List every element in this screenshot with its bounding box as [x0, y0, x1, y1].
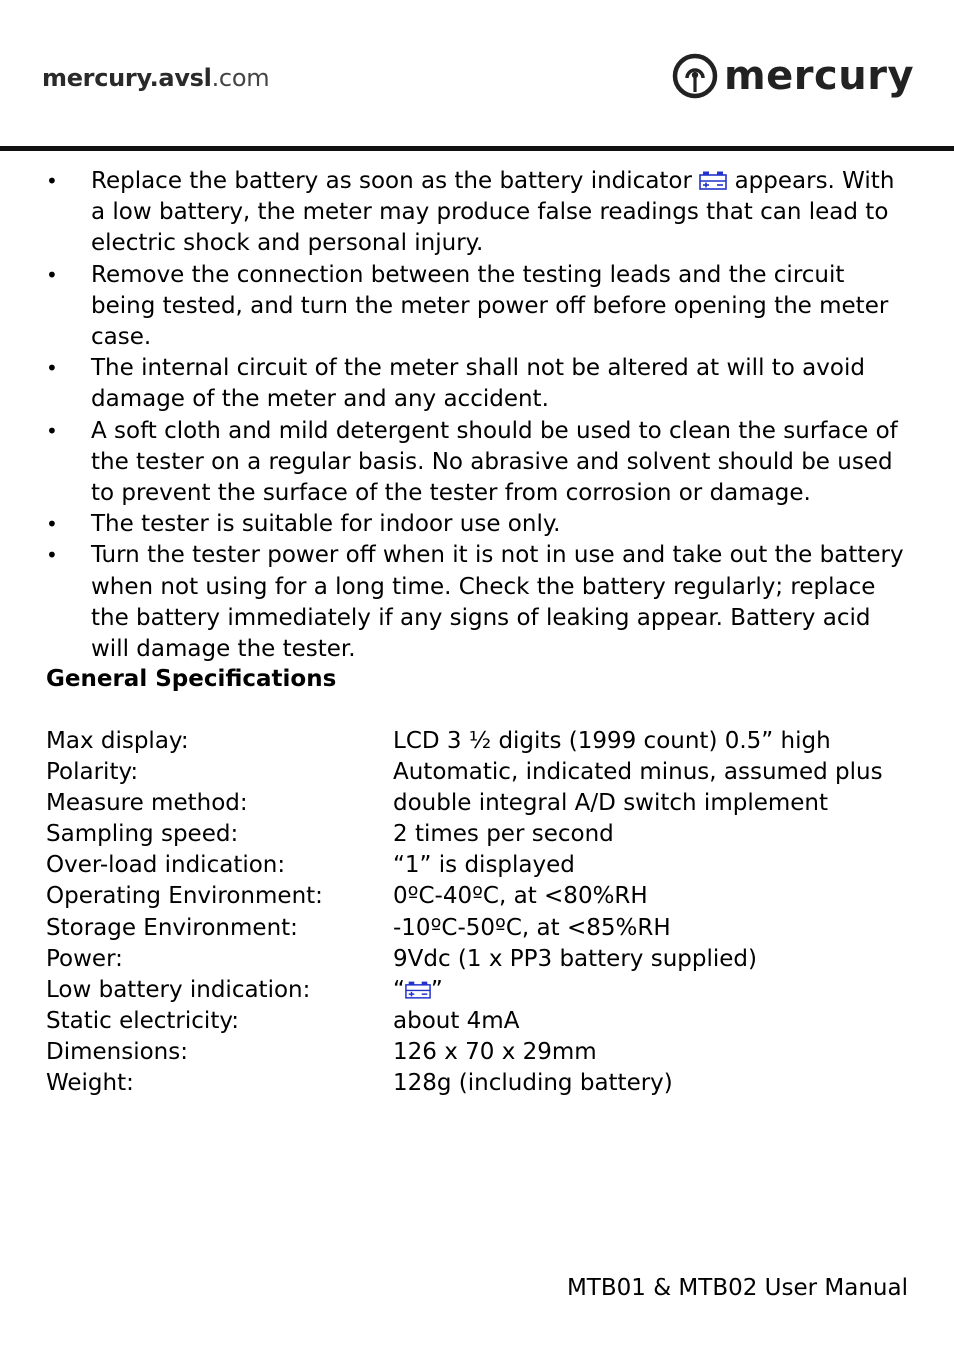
- spec-value: 0ºC-40ºC, at <80%RH: [393, 883, 648, 910]
- bullet-dot: •: [46, 262, 58, 287]
- spec-value: 128g (including battery): [393, 1070, 673, 1097]
- spec-key: Over-load indication:: [46, 852, 286, 879]
- spec-row: [46, 726, 926, 757]
- spec-row: [46, 944, 926, 975]
- footer-manual-title: MTB01 & MTB02 User Manual: [566, 1275, 908, 1301]
- spec-key: Sampling speed:: [46, 821, 239, 848]
- spec-value: 126 x 70 x 29mm: [393, 1038, 597, 1065]
- spec-row: [46, 975, 926, 1006]
- close-quote: ”: [430, 976, 443, 1003]
- spec-key: Measure method:: [46, 790, 248, 817]
- bullet-item: [0, 166, 954, 260]
- spec-value: 2 times per second: [393, 821, 614, 848]
- spec-value: LCD 3 ½ digits (1999 count) 0.5” high: [393, 728, 831, 754]
- bullet-dot: •: [46, 512, 58, 537]
- spec-row: [46, 1037, 926, 1068]
- bullet-dot: •: [46, 418, 58, 443]
- specifications-table: [46, 726, 926, 1099]
- spec-row: [46, 757, 926, 788]
- header-divider: [0, 146, 954, 151]
- mercury-signal-icon: [672, 53, 718, 99]
- spec-value: “1” is displayed: [393, 852, 575, 879]
- spec-key: Power:: [46, 945, 123, 972]
- spec-key: Storage Environment:: [46, 914, 298, 941]
- bullet-text: Remove the connection between the testing leads and the circuit being tested, and turn the meter power off before opening the meter case.: [91, 261, 889, 351]
- bullet-text: The internal circuit of the meter shall not be altered at will to avoid damage of the meter and any accident.: [91, 355, 865, 413]
- spec-row: [46, 850, 926, 881]
- spec-value: Automatic, indicated minus, assumed plus: [393, 759, 883, 786]
- bullet-text: The tester is suitable for indoor use only.: [91, 511, 561, 538]
- spec-row: [46, 1068, 926, 1099]
- spec-key: Weight:: [46, 1070, 134, 1097]
- site-url-tld: .com: [211, 64, 270, 92]
- spec-key: Low battery indication:: [46, 976, 311, 1003]
- open-quote: “: [393, 976, 405, 1003]
- battery-icon: [699, 170, 727, 190]
- logo-wordmark: mercury: [724, 53, 915, 99]
- spec-key: Max display:: [46, 728, 189, 754]
- spec-row: [46, 913, 926, 944]
- spec-row: [46, 819, 926, 850]
- section-title: General Specifications: [46, 666, 337, 692]
- spec-value: [393, 975, 443, 1006]
- bullet-item: [0, 416, 954, 510]
- battery-icon: [405, 980, 431, 999]
- spec-value: double integral A/D switch implement: [393, 790, 829, 817]
- spec-value: 9Vdc (1 x PP3 battery supplied): [393, 945, 757, 972]
- bullet-item: [0, 353, 954, 415]
- safety-bullet-list: [0, 166, 954, 665]
- bullet-text: Turn the tester power off when it is not in use and take out the battery when not using for a long time. Check the battery regularly; replace the battery immediately if any signs of leaking appear. Battery acid will damage the tester.: [91, 542, 904, 663]
- bullet-item: [0, 540, 954, 665]
- site-url-domain: mercury.avsl: [42, 64, 212, 92]
- spec-row: [46, 788, 926, 819]
- bullet-item: [0, 260, 954, 354]
- bullet-item: [0, 509, 954, 540]
- spec-row: [46, 1006, 926, 1037]
- spec-value: -10ºC-50ºC, at <85%RH: [393, 914, 671, 941]
- bullet-dot: •: [46, 169, 58, 193]
- spec-row: [46, 881, 926, 912]
- spec-key: Operating Environment:: [46, 883, 323, 910]
- spec-key: Polarity:: [46, 759, 139, 786]
- spec-value: about 4mA: [393, 1007, 520, 1034]
- site-url[interactable]: [42, 64, 269, 92]
- spec-key: Static electricity:: [46, 1007, 240, 1034]
- spec-key: Dimensions:: [46, 1038, 188, 1065]
- bullet-dot: •: [46, 356, 58, 381]
- mercury-logo: [672, 52, 914, 100]
- bullet-dot: •: [46, 543, 58, 568]
- bullet-text: appears. With a low battery, the meter may produce false readings that can lead to electric shock and personal injury.: [91, 168, 895, 257]
- bullet-text: A soft cloth and mild detergent should be used to clean the surface of the tester on a regular basis. No abrasive and solvent should be used to prevent the surface of the tester from corrosion or damage.: [91, 417, 898, 507]
- bullet-text: Replace the battery as soon as the battery indicator: [91, 168, 700, 194]
